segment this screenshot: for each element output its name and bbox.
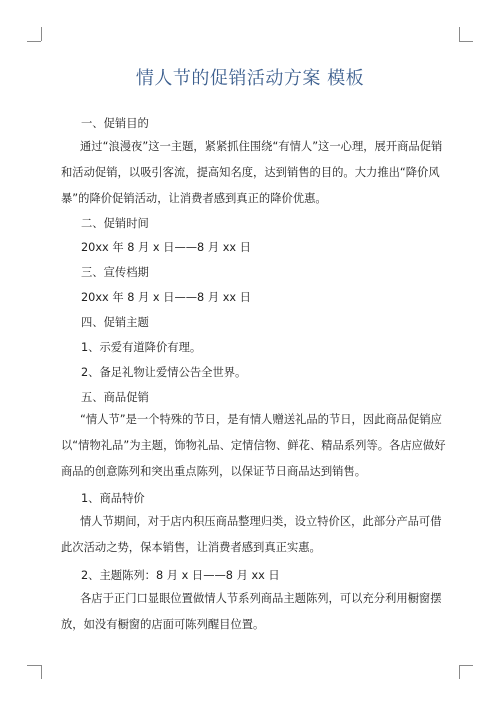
document-title: 情人节的促销活动方案 模板 bbox=[135, 68, 365, 89]
subsection-heading-theme-display: 2、主题陈列：8 月 x 日——8 月 xx 日 bbox=[81, 569, 280, 582]
section-heading-time: 二、促销时间 bbox=[81, 217, 149, 230]
section-heading-purpose: 一、促销目的 bbox=[81, 117, 149, 130]
subsection-body-theme-display: 各店于正门口显眼位置做情人节系列商品主题陈列，可以充分利用橱窗摆放，如没有橱窗的店面可陈列醒目位置。 bbox=[61, 592, 442, 631]
section-body-product-promo: “情人节”是一个特殊的节日，是有情人赠送礼品的节日，因此商品促销应以“情物礼品”为主题，饰物礼品、定情信物、鲜花、精品系列等。各店应做好商品的创意陈列和突出重点陈列，以保证节日商品达到销售。 bbox=[61, 413, 446, 478]
section-body-promo-period: 20xx 年 8 月 x 日——8 月 xx 日 bbox=[81, 291, 251, 304]
subsection-heading-special-price: 1、商品特价 bbox=[81, 492, 145, 505]
section-heading-theme: 四、促销主题 bbox=[81, 316, 149, 329]
theme-item-2: 2、备足礼物让爱情公告全世界。 bbox=[81, 366, 247, 379]
subsection-body-special-price: 情人节期间，对于店内积压商品整理归类，设立特价区，此部分产品可借此次活动之势，保本销售，让消费者感到真正实惠。 bbox=[61, 515, 442, 554]
section-heading-promo-period: 三、宣传档期 bbox=[81, 266, 149, 279]
theme-item-1: 1、示爱有道降价有理。 bbox=[81, 341, 202, 354]
section-body-time: 20xx 年 8 月 x 日——8 月 xx 日 bbox=[81, 241, 251, 254]
section-body-purpose: 通过“浪漫夜”这一主题，紧紧抓住围绕“有情人”这一心理，展开商品促销和活动促销，以吸引客流，提高知名度，达到销售的目的。大力推出“降价风暴”的降价促销活动，让消费者感到真正的降价优惠。 bbox=[61, 140, 443, 205]
section-heading-product-promo: 五、商品促销 bbox=[81, 391, 149, 404]
